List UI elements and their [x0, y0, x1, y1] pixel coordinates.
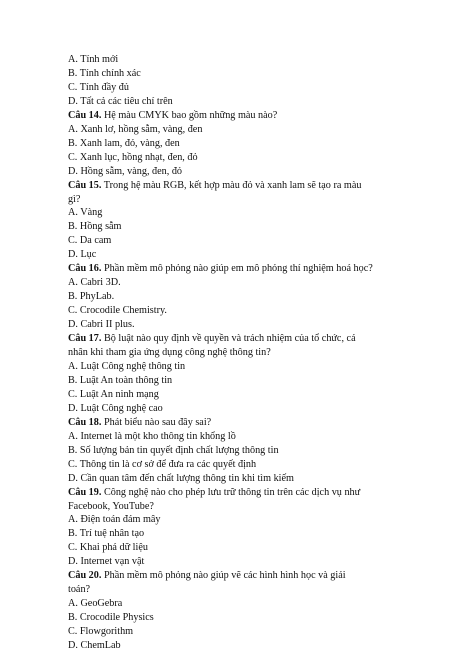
text-line: A. GeoGebra [68, 598, 123, 610]
question-line [68, 332, 410, 346]
question-number: Câu 20. [68, 570, 102, 582]
question-text: Bộ luật nào quy định về quyền và trách nhiệm của tổ chức, cá [101, 333, 356, 345]
text-line: C. Flowgorithm [68, 626, 134, 638]
question-text: Phần mềm mô phỏng nào giúp em mô phỏng thí nghiệm hoá học? [101, 263, 373, 275]
question-line [68, 179, 410, 193]
text-line: A. Điện toán đám mây [68, 514, 161, 526]
text-line: toán? [68, 584, 91, 596]
text-line: B. Tính chính xác [68, 67, 141, 79]
text-line: C. Crocodile Chemistry. [68, 305, 167, 317]
text-line: B. Số lượng bản tin quyết định chất lượng thông tin [68, 444, 279, 456]
text-line: C. Luật An ninh mạng [68, 388, 159, 400]
question-line [68, 569, 410, 583]
question-number: Câu 19. [68, 486, 102, 498]
text-line: A. Internet là một kho thông tin khổng lồ [68, 430, 236, 442]
text-line: C. Tính đầy đủ [68, 81, 129, 93]
text-line: B. Trí tuệ nhân tạo [68, 528, 145, 540]
text-line: D. Internet vạn vật [68, 556, 145, 568]
text-line: D. Hồng sẫm, vàng, đen, đỏ [68, 165, 183, 177]
question-line [68, 109, 410, 123]
question-line [68, 262, 410, 276]
text-line: B. Hồng sẫm [68, 221, 122, 233]
question-text: Công nghệ nào cho phép lưu trữ thông tin trên các dịch vụ như [101, 486, 361, 498]
question-text: Trong hệ màu RGB, kết hợp màu đỏ và xanh lam sẽ tạo ra màu [101, 179, 362, 191]
text-line: nhân khi tham gia ứng dụng công nghệ thông tin? [68, 347, 271, 359]
question-line [68, 486, 410, 500]
question-number: Câu 18. [68, 416, 102, 428]
text-line: D. Lục [68, 249, 97, 261]
text-line: A. Xanh lơ, hồng sẫm, vàng, đen [68, 123, 203, 135]
question-number: Câu 17. [68, 333, 102, 345]
text-line: B. Luật An toàn thông tin [68, 374, 173, 386]
question-number: Câu 16. [68, 263, 102, 275]
text-line: B. PhyLab. [68, 291, 115, 303]
question-text: Phát biểu nào sau đây sai? [101, 416, 212, 428]
question-number: Câu 14. [68, 109, 102, 121]
text-line: C. Thông tin là cơ sở để đưa ra các quyết định [68, 458, 257, 470]
text-line: Facebook, YouTube? [68, 500, 154, 512]
text-line: A. Tính mới [68, 54, 119, 65]
text-line: C. Khai phá dữ liệu [68, 542, 148, 554]
text-line: D. ChemLab [68, 640, 121, 652]
text-line: C. Xanh lục, hồng nhạt, đen, đỏ [68, 151, 198, 163]
text-line: D. Luật Công nghệ cao [68, 402, 163, 414]
text-line: A. Vàng [68, 207, 103, 219]
text-line: gì? [68, 193, 81, 205]
text-line: B. Xanh lam, đỏ, vàng, đen [68, 137, 180, 149]
text-line: A. Luật Công nghệ thông tin [68, 360, 186, 372]
text-line: A. Cabri 3D. [68, 277, 121, 289]
question-text: Hệ màu CMYK bao gồm những màu nào? [101, 109, 278, 121]
question-line [68, 416, 410, 430]
text-line: D. Cabri II plus. [68, 319, 135, 331]
text-line: C. Da cam [68, 235, 112, 247]
text-line: B. Crocodile Physics [68, 612, 154, 624]
question-number: Câu 15. [68, 179, 102, 191]
text-line: D. Cần quan tâm đến chất lượng thông tin khi tìm kiếm [68, 472, 294, 484]
question-text: Phần mềm mô phỏng nào giúp vẽ các hình hình học và giải [101, 570, 346, 582]
text-line: D. Tất cả các tiêu chí trên [68, 95, 173, 107]
